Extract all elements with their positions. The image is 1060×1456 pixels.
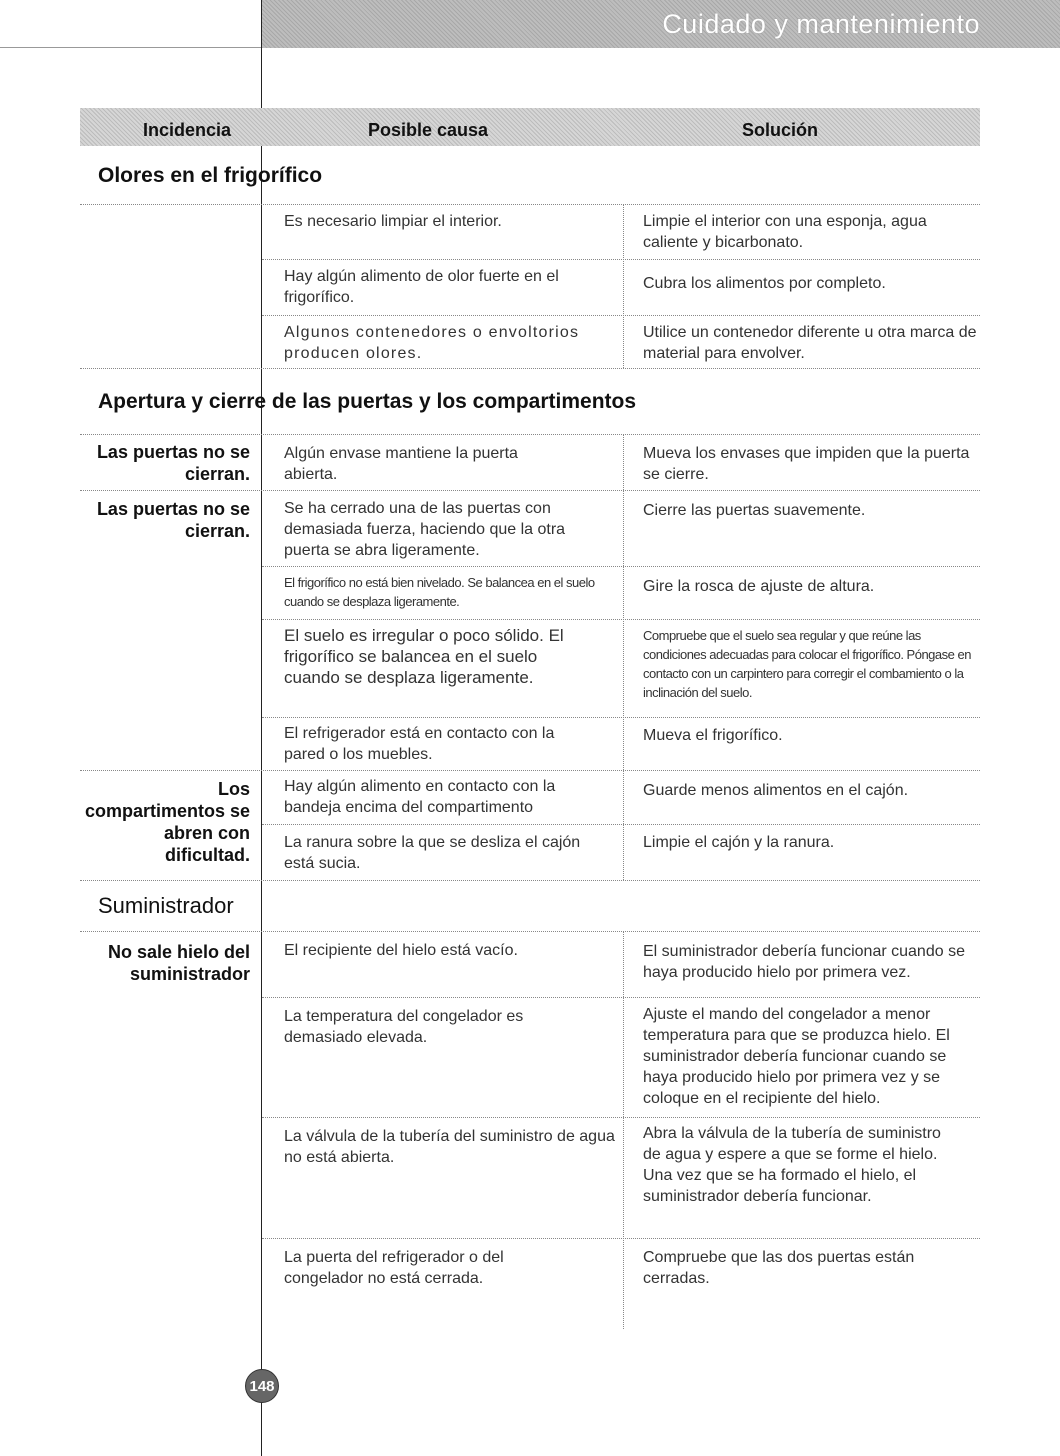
section-title-apertura: Apertura y cierre de las puertas y los compartimentos — [98, 390, 637, 413]
divider — [80, 204, 980, 205]
divider — [80, 880, 980, 881]
section-banner — [262, 0, 1060, 48]
table-header — [80, 108, 980, 146]
divider — [262, 1238, 980, 1239]
banner-title: Cuidado y mantenimiento — [662, 9, 980, 39]
incidence-label: Las puertas no se cierran. — [96, 442, 250, 484]
divider — [262, 315, 980, 316]
solution-text: Compruebe que el suelo sea regular y que reúne las condiciones adecuadas para colocar el frigorífico. Póngase en contacto con un carpintero para corregir el combamiento o la inclinación del suelo. — [643, 628, 971, 700]
solution-text: Abra la válvula de la tubería de suministro de agua y espere a que se forme el hielo. Una vez que se ha formado el hielo, el suministrador debería funcionar. — [643, 1125, 941, 1205]
header-incidencia: Incidencia — [143, 120, 232, 140]
cause-text: La válvula de la tubería del suministro de agua no está abierta. — [284, 1128, 615, 1166]
divider — [262, 824, 980, 825]
cause-text: Hay algún alimento de olor fuerte en el frigorífico. — [284, 268, 559, 306]
section-title-suministrador: Suministrador — [98, 893, 234, 918]
solution-text: El suministrador debería funcionar cuando se haya producido hielo por primera vez. — [643, 943, 965, 981]
solution-text: Gire la rosca de ajuste de altura. — [643, 578, 875, 595]
cause-text: Es necesario limpiar el interior. — [284, 213, 502, 230]
header-solucion: Solución — [742, 120, 818, 140]
cause-text: Hay algún alimento en contacto con la bandeja encima del compartimento — [284, 778, 556, 816]
column-divider — [623, 204, 624, 368]
cause-text: La ranura sobre la que se desliza el cajón está sucia. — [284, 834, 581, 872]
divider — [262, 997, 980, 998]
solution-text: Compruebe que las dos puertas están cerradas. — [643, 1249, 915, 1287]
divider — [262, 1117, 980, 1118]
divider — [80, 490, 980, 491]
divider — [262, 717, 980, 718]
solution-text: Limpie el cajón y la ranura. — [643, 834, 835, 851]
cause-text: La puerta del refrigerador o del congelador no está cerrada. — [284, 1249, 504, 1287]
cause-text: El frigorífico no está bien nivelado. Se balancea en el suelo cuando se desplaza ligeramente. — [284, 575, 595, 609]
incidence-label: Las puertas no se cierran. — [96, 499, 250, 541]
divider — [262, 259, 980, 260]
solution-text: Guarde menos alimentos en el cajón. — [643, 782, 909, 799]
solution-text: Limpie el interior con una esponja, agua caliente y bicarbonato. — [643, 213, 927, 251]
page-number: 148 — [245, 1369, 279, 1403]
divider — [80, 434, 980, 435]
solution-text: Utilice un contenedor diferente u otra marca de material para envolver. — [643, 324, 977, 362]
column-divider — [623, 434, 624, 880]
solution-text: Mueva los envases que impiden que la puerta se cierre. — [643, 445, 970, 483]
solution-text: Ajuste el mando del congelador a menor temperatura para que se produzca hielo. El suministrador debería funcionar cuando se haya producido hielo por primera vez y se coloque en el recipiente del hielo. — [643, 1006, 950, 1107]
cause-text: El suelo es irregular o poco sólido. El frigorífico se balancea en el suelo cuando se desplaza ligeramente. — [284, 626, 564, 687]
solution-text: Mueva el frigorífico. — [643, 727, 783, 744]
incidence-label: No sale hielo del suministrador — [107, 942, 250, 984]
cause-text: El recipiente del hielo está vacío. — [284, 942, 518, 959]
divider — [262, 566, 980, 567]
header-causa: Posible causa — [368, 120, 489, 140]
solution-text: Cubra los alimentos por completo. — [643, 275, 886, 292]
cause-text: La temperatura del congelador es demasiado elevada. — [284, 1008, 524, 1046]
cause-text: El refrigerador está en contacto con la pared o los muebles. — [284, 725, 555, 763]
cause-text: Se ha cerrado una de las puertas con demasiada fuerza, haciendo que la otra puerta se abra ligeramente. — [284, 500, 566, 559]
section-title-olores: Olores en el frigorífico — [98, 164, 323, 187]
solution-text: Cierre las puertas suavemente. — [643, 502, 866, 519]
divider — [80, 368, 980, 369]
top-rule — [0, 47, 262, 48]
divider — [80, 770, 980, 771]
divider — [262, 619, 980, 620]
incidence-label: Los compartimentos se abren con dificultad. — [84, 779, 250, 865]
column-divider — [623, 931, 624, 1329]
divider — [80, 931, 980, 932]
cause-text: Algunos contenedores o envoltorios producen olores. — [284, 324, 580, 362]
cause-text: Algún envase mantiene la puerta abierta. — [284, 445, 518, 483]
